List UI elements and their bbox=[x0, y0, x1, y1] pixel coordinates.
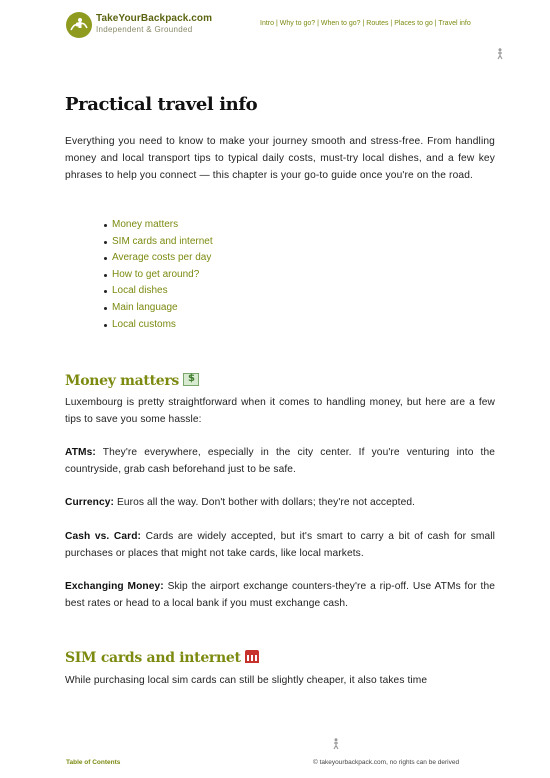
money-item-cash-vs-card bbox=[65, 528, 495, 562]
sim-intro: While purchasing local sim cards can still be slightly cheaper, it also takes time bbox=[65, 675, 428, 686]
nav-item-places-to-go[interactable]: Places to go bbox=[394, 20, 433, 27]
intro-paragraph: Everything you need to know to make your journey smooth and stress-free. From handling money and local transport tips to typical daily costs, must-try local dishes, and a few key phrases to help you connect — this chapter is your go-to guide once you're on the road. bbox=[65, 136, 495, 181]
nav-separator: | bbox=[274, 20, 278, 27]
nav-item-routes[interactable]: Routes bbox=[366, 20, 389, 27]
nav-item-intro[interactable]: Intro bbox=[260, 20, 275, 27]
bank-icon bbox=[245, 650, 259, 663]
item-text: Cards are widely accepted, but it's smart to carry a bit of cash for small purchases or places that might not take cards, like local markets. bbox=[65, 531, 495, 559]
section-heading-money bbox=[65, 373, 199, 389]
nav-item-travel-info[interactable]: Travel info bbox=[438, 20, 471, 27]
nav-separator: | bbox=[315, 20, 319, 27]
page-header bbox=[0, 0, 550, 56]
hiker-icon bbox=[495, 47, 505, 65]
table-of-contents-link[interactable]: Table of Contents bbox=[66, 759, 121, 766]
toc-link-sim-cards[interactable]: SIM cards and internet bbox=[104, 234, 213, 251]
section-heading-sim bbox=[65, 650, 259, 666]
money-item-currency bbox=[65, 494, 495, 511]
toc-link-local-dishes[interactable]: Local dishes bbox=[104, 283, 213, 300]
item-label: Exchanging Money: bbox=[65, 581, 164, 592]
toc-link-local-customs[interactable]: Local customs bbox=[104, 317, 213, 334]
toc-link-average-costs[interactable]: Average costs per day bbox=[104, 250, 213, 267]
chapter-toc bbox=[104, 217, 213, 333]
nav-separator: | bbox=[432, 20, 437, 27]
top-navigation bbox=[260, 20, 471, 27]
nav-item-when-to-go[interactable]: When to go? bbox=[320, 20, 361, 27]
item-label: Currency: bbox=[65, 497, 115, 508]
item-text: Skip the airport exchange counters-they're a rip-off. Use ATMs for the best rates or head to a local bank if you must exchange cash. bbox=[65, 581, 495, 609]
money-item-atms bbox=[65, 444, 495, 478]
brand-name[interactable]: TakeYourBackpack.com bbox=[96, 13, 213, 24]
brand-tagline: Independent & Grounded bbox=[96, 25, 193, 34]
item-text: Euros all the way. Don't bother with dollars; they're not accepted. bbox=[116, 497, 416, 508]
money-heading-text: Money matters bbox=[65, 373, 180, 389]
money-item-exchanging bbox=[65, 578, 495, 612]
toc-link-money-matters[interactable]: Money matters bbox=[104, 217, 213, 234]
item-label: ATMs: bbox=[65, 447, 96, 458]
money-icon bbox=[183, 373, 199, 386]
copyright-notice: © takeyourbackpack.com, no rights can be derived bbox=[313, 759, 460, 766]
hiker-icon bbox=[331, 737, 341, 755]
item-label: Cash vs. Card: bbox=[65, 531, 142, 542]
nav-separator: | bbox=[360, 20, 365, 27]
sim-heading-text: SIM cards and internet bbox=[65, 650, 241, 666]
money-intro: Luxembourg is pretty straightforward when it comes to handling money, but here are a few tips to save you some hassle: bbox=[65, 397, 495, 425]
nav-separator: | bbox=[388, 20, 393, 27]
toc-link-get-around[interactable]: How to get around? bbox=[104, 267, 213, 284]
item-text: They're everywhere, especially in the city center. If you're venturing into the countryside, grab cash beforehand just to be safe. bbox=[65, 447, 496, 475]
toc-link-main-language[interactable]: Main language bbox=[104, 300, 213, 317]
logo-icon[interactable] bbox=[66, 12, 92, 38]
page-title: Practical travel info bbox=[65, 94, 258, 115]
nav-item-why-to-go[interactable]: Why to go? bbox=[279, 20, 316, 27]
